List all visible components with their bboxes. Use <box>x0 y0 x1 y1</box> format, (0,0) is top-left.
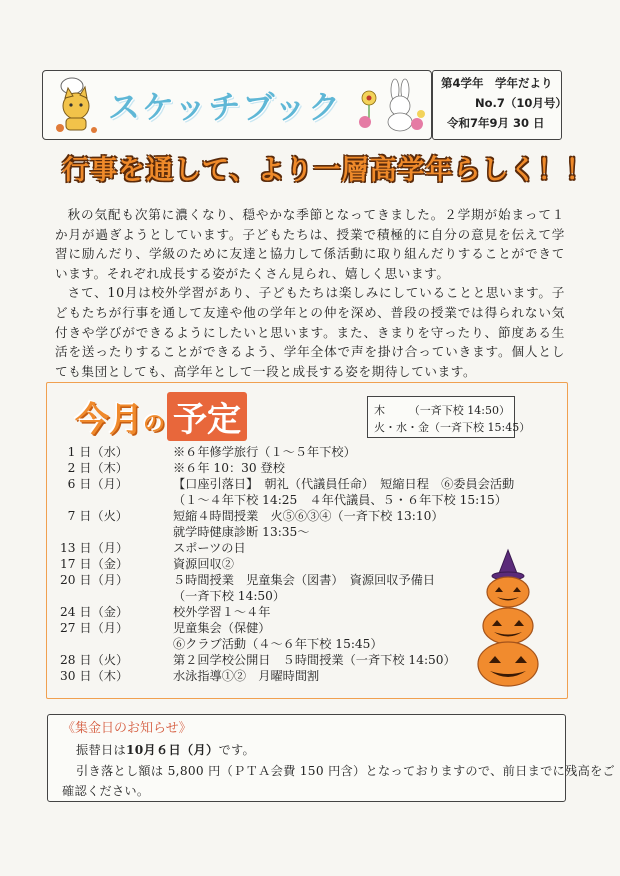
legend-days: 木 <box>374 404 385 417</box>
payment-date-prefix: 振替日は <box>76 743 126 757</box>
event-date: 13 日（月） <box>60 541 129 555</box>
event-date: 2 日（木） <box>67 461 128 475</box>
event-text: 校外学習１～４年 <box>173 605 271 619</box>
event-date: 17 日（金） <box>60 557 129 571</box>
event-text: （一斉下校 14:50） <box>173 589 286 603</box>
event-text: ５時間授業 児童集会（図書） 資源回収予備日 <box>173 573 436 587</box>
intro-text <box>55 205 565 381</box>
event-date: 7 日（火） <box>67 509 128 523</box>
event-date: 24 日（金） <box>60 605 129 619</box>
intro-paragraph-2: さて、10月は校外学習があり、子どもたちは楽しみにしていることと思います。子どもたちが行事を通して友達や他の学年との仲を深め、普段の授業では得られない気付きや学びができるようにしたいと思います。また、きまりを守ったり、節度ある生活を送ったりすることができるよう、学年全体で声を掛け合っていきます。個人としても集団としても、高学年として一段と成長する姿を期待しています。 <box>55 285 565 379</box>
event-text: ⑥クラブ活動（４～６年下校 15:45） <box>173 637 383 651</box>
legend-time: （一斉下校 15:45） <box>429 421 531 434</box>
payment-date-line <box>76 741 255 758</box>
legend-days: 火・水・金 <box>374 421 429 434</box>
rabbit-flowers-icon <box>355 76 427 134</box>
legend-row <box>374 402 510 418</box>
event-text: （１～４年下校 14:25 ４年代議員、５・６年下校 15:15） <box>173 493 507 507</box>
schedule-title-yotei: 予定 <box>167 392 247 441</box>
event-text: 【口座引落日】 朝礼（代議員任命） 短縮日程 ⑥委員会活動 <box>173 477 515 491</box>
payment-date: 10月６日（月） <box>125 743 219 757</box>
event-date: 30 日（木） <box>60 669 129 683</box>
cat-chef-icon <box>50 74 110 136</box>
legend-row <box>374 419 531 435</box>
payment-notice-title: 《集金日のお知らせ》 <box>62 721 192 736</box>
event-text: スポーツの日 <box>173 541 246 555</box>
event-text: 水泳指導①② 月曜時間割 <box>173 669 320 683</box>
event-text: ※６年 10：30 登校 <box>173 461 285 475</box>
payment-confirm-line: 確認ください。 <box>62 784 150 798</box>
event-text: 第２回学校公開日 ５時間授業（一斉下校 14:50） <box>173 653 456 667</box>
issue-info-box <box>432 70 567 140</box>
intro-paragraph-1: 秋の気配も次第に濃くなり、穏やかな季節となってきました。２学期が始まって１か月が過ぎようとしています。子どもたちは、授業で積極的に自分の意見を伝えて学習に励んだり、学級のために友達と協力して係活動に取り組んだりすることができています。それぞれ成長する姿がたくさん見られ、嬉しく思います。 <box>55 207 565 281</box>
issue-number: No.7（10月号） <box>475 96 567 110</box>
event-text: 就学時健康診断 13:35～ <box>173 525 310 539</box>
event-list <box>60 444 515 684</box>
dismissal-legend <box>367 396 531 438</box>
issue-date: 令和7年9月 30 日 <box>447 116 545 130</box>
event-text: 児童集会（保健） <box>173 621 271 635</box>
headline: 行事を通して、より一層高学年らしく！！ <box>62 155 594 186</box>
pumpkin-stack-icon <box>468 546 548 690</box>
event-text: 資源回収② <box>173 557 234 571</box>
event-date: 6 日（月） <box>67 477 128 491</box>
legend-time: （一斉下校 14:50） <box>408 404 510 417</box>
event-date: 27 日（月） <box>60 621 129 635</box>
event-date: 1 日（水） <box>67 445 128 459</box>
event-date: 20 日（月） <box>60 573 129 587</box>
newsletter-title: スケッチブック <box>108 88 343 126</box>
payment-date-suffix: です。 <box>218 743 255 757</box>
schedule-title <box>75 392 247 441</box>
grade-line: 第4学年 学年だより <box>441 76 553 90</box>
event-date: 28 日（火） <box>60 653 129 667</box>
schedule-title-kon: 今月 <box>75 400 143 440</box>
payment-amount-line: 引き落とし額は 5,800 円（ＰＴＡ会費 150 円含）となっておりますので、前日までに残高をご <box>76 764 616 778</box>
event-text: ※６年修学旅行（１～５年下校） <box>173 445 356 459</box>
schedule-title-no: の <box>143 412 166 437</box>
event-text: 短縮４時間授業 火⑤⑥③④（一斉下校 13:10） <box>173 509 444 523</box>
